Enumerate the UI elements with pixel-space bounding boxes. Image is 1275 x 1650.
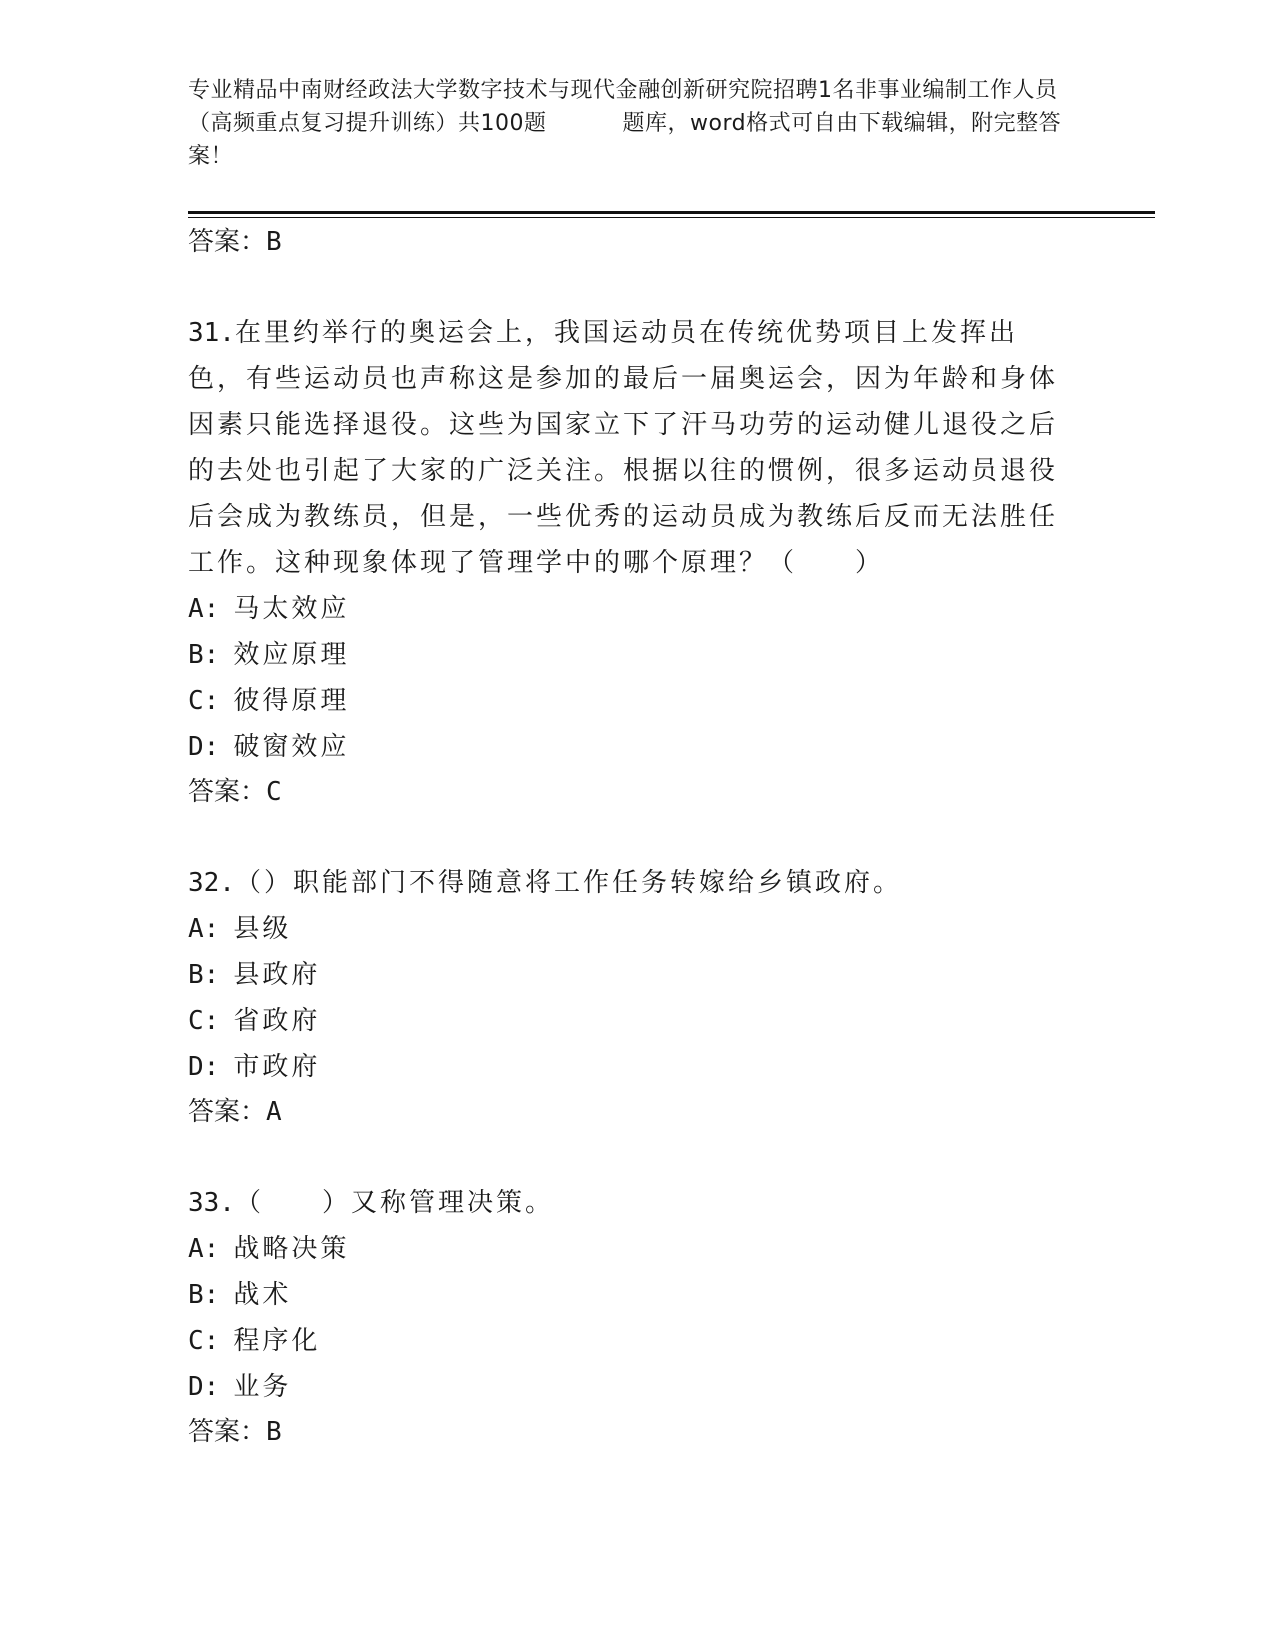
header-title-part2: 题库，word格式可自由下载编辑，附完整答案！	[188, 111, 1062, 169]
question-text: （ ）又称管理决策。	[234, 1188, 554, 1218]
header-rule-thick	[188, 211, 1155, 214]
answer-value: C	[266, 777, 282, 807]
option-a	[188, 586, 1068, 632]
option-c	[188, 678, 1068, 724]
answer-label: 答案：	[188, 777, 267, 807]
question-number: 31.	[188, 318, 235, 348]
answer-value: B	[266, 227, 282, 257]
option-text: 马太效应	[233, 594, 350, 624]
option-key: A:	[188, 1234, 220, 1264]
option-text: 县级	[233, 914, 292, 944]
answer-value: B	[266, 1417, 282, 1447]
option-key: A:	[188, 914, 220, 944]
header-rule-thin	[188, 217, 1155, 218]
document-header	[188, 74, 1088, 173]
question-31	[188, 310, 1068, 814]
option-c	[188, 1318, 1068, 1364]
option-d	[188, 1364, 1068, 1410]
document-body	[188, 222, 1068, 1454]
option-key: A:	[188, 594, 220, 624]
question-32	[188, 860, 1068, 1134]
answer-line	[188, 1090, 1068, 1134]
option-b	[188, 1272, 1068, 1318]
answer-label: 答案：	[188, 227, 267, 257]
option-text: 彼得原理	[233, 686, 350, 716]
option-key: B:	[188, 1280, 220, 1310]
option-b	[188, 632, 1068, 678]
option-key: C:	[188, 1326, 220, 1356]
question-text: 在里约举行的奥运会上，我国运动员在传统优势项目上发挥出色，有些运动员也声称这是参加的最后一届奥运会，因为年龄和身体因素只能选择退役。这些为国家立下了汗马功劳的运动健儿退役之后的去处也引起了大家的广泛关注。根据以往的惯例，很多运动员退役后会成为教练员，但是，一些优秀的运动员成为教练后反而无法胜任工作。这种现象体现了管理学中的哪个原理？（ ）	[188, 318, 1059, 578]
question-number: 32.	[188, 868, 235, 898]
question-stem	[188, 310, 1068, 586]
answer-label: 答案：	[188, 1417, 267, 1447]
answer-value: A	[266, 1097, 282, 1127]
option-text: 战术	[233, 1280, 292, 1310]
option-text: 程序化	[233, 1326, 321, 1356]
question-stem	[188, 1180, 1068, 1226]
option-text: 业务	[233, 1372, 292, 1402]
header-title-part1: 专业精品中南财经政法大学数字技术与现代金融创新研究院招聘1名非事业编制工作人员（高频重点复习提升训练）共100题	[188, 78, 1058, 136]
option-key: D:	[188, 732, 220, 762]
question-stem	[188, 860, 1068, 906]
option-key: C:	[188, 686, 220, 716]
option-text: 县政府	[233, 960, 321, 990]
option-text: 破窗效应	[233, 732, 350, 762]
question-33	[188, 1180, 1068, 1454]
option-c	[188, 998, 1068, 1044]
option-key: C:	[188, 1006, 220, 1036]
question-number: 33.	[188, 1188, 235, 1218]
option-key: B:	[188, 640, 220, 670]
option-a	[188, 906, 1068, 952]
option-a	[188, 1226, 1068, 1272]
option-b	[188, 952, 1068, 998]
option-text: 效应原理	[233, 640, 350, 670]
option-d	[188, 1044, 1068, 1090]
option-d	[188, 724, 1068, 770]
answer-line	[188, 1410, 1068, 1454]
option-text: 省政府	[233, 1006, 321, 1036]
answer-label: 答案：	[188, 1097, 267, 1127]
question-text: （）职能部门不得随意将工作任务转嫁给乡镇政府。	[234, 868, 902, 898]
option-key: D:	[188, 1052, 220, 1082]
option-text: 市政府	[233, 1052, 321, 1082]
option-key: D:	[188, 1372, 220, 1402]
previous-answer	[188, 220, 1068, 264]
answer-line	[188, 770, 1068, 814]
option-key: B:	[188, 960, 220, 990]
option-text: 战略决策	[233, 1234, 350, 1264]
